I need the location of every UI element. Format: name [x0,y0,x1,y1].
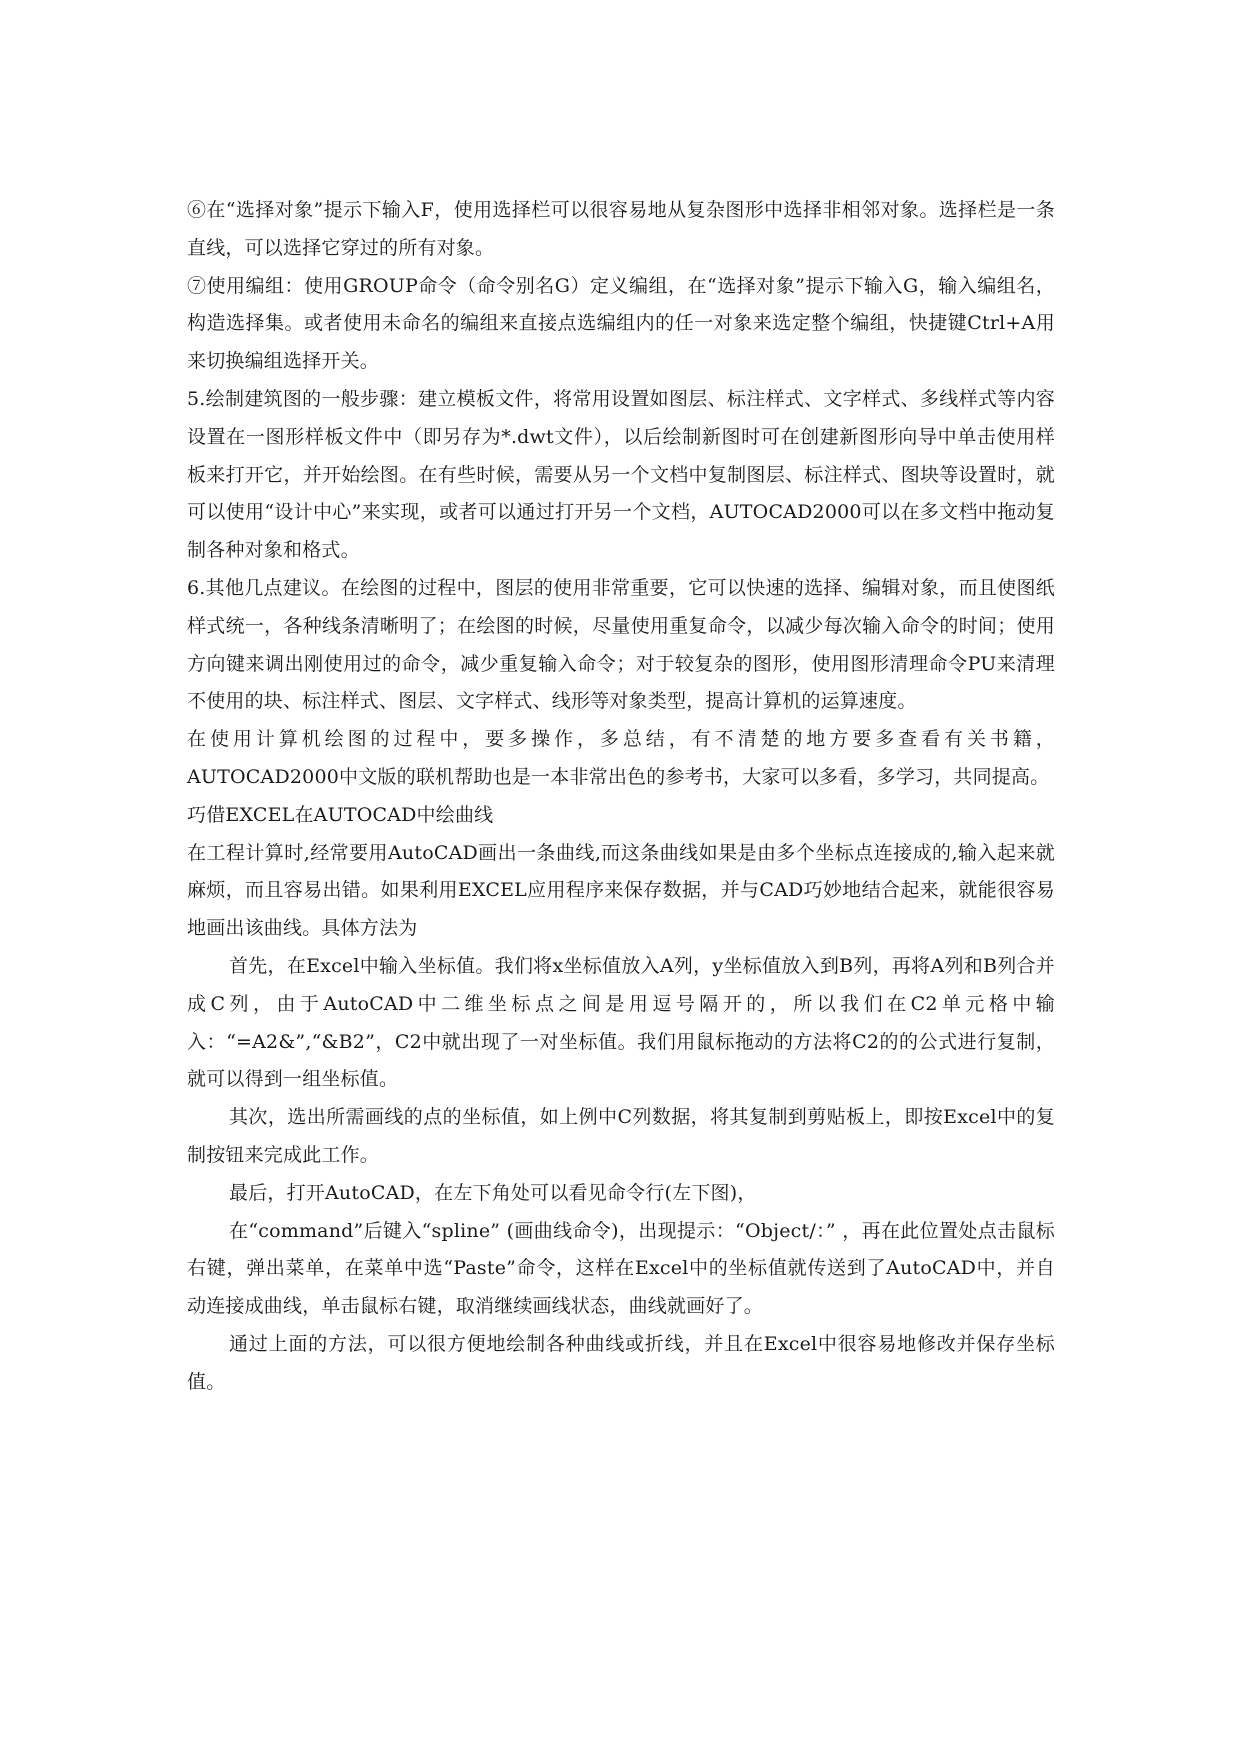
paragraph-step-last: 最后，打开AutoCAD，在左下角处可以看见命令行(左下图)， [229,1181,757,1204]
paragraph-fence-selection: ⑥在“选择对象”提示下输入F，使用选择栏可以很容易地从复杂图形中选择非相邻对象。选择栏是一条直线，可以选择它穿过的所有对象。 [187,199,1055,259]
paragraph-intro: 在工程计算时,经常要用AutoCAD画出一条曲线,而这条曲线如果是由多个坐标点连接成的,输入起来就麻烦，而且容易出错。如果利用EXCEL应用程序来保存数据，并与CAD巧妙地结合起来，就能很容易地画出该曲线。具体方法为 [187,841,1055,940]
paragraph-step-first: 首先，在Excel中输入坐标值。我们将x坐标值放入A列，y坐标值放入到B列，再将A列和B列合并成C列，由于AutoCAD中二维坐标点之间是用逗号隔开的，所以我们在C2单元格中输入：“=A2&”,“&B2”，C2中就出现了一对坐标值。我们用鼠标拖动的方法将C2的的公式进行复制，就可以得到一组坐标值。 [187,954,1055,1091]
paragraph-grouping: ⑦使用编组：使用GROUP命令（命令别名G）定义编组，在“选择对象”提示下输入G，输入编组名，构造选择集。或者使用未命名的编组来直接点选编组内的任一对象来选定整个编组，快捷键Ctrl+A用来切换编组选择开关。 [187,274,1055,373]
paragraph-step-second: 其次，选出所需画线的点的坐标值，如上例中C列数据，将其复制到剪贴板上，即按Excel中的复制按钮来完成此工作。 [187,1106,1055,1166]
paragraph-spline-command: 在“command”后键入“spline” (画曲线命令)，出现提示：“Object/：” ，再在此位置处点击鼠标右键，弹出菜单，在菜单中选“Paste”命令，这样在Excel中的坐标值就传送到了AutoCAD中，并自动连接成曲线，单击鼠标右键，取消继续画线状态，曲线就画好了。 [187,1219,1055,1318]
paragraph-summary: 在使用计算机绘图的过程中，要多操作，多总结，有不清楚的地方要多查看有关书籍，AUTOCAD2000中文版的联机帮助也是一本非常出色的参考书，大家可以多看，多学习，共同提高。 [187,728,1055,788]
paragraph-conclusion: 通过上面的方法，可以很方便地绘制各种曲线或折线，并且在Excel中很容易地修改并保存坐标值。 [187,1332,1055,1393]
paragraph-suggestions: 6.其他几点建议。在绘图的过程中，图层的使用非常重要，它可以快速的选择、编辑对象，而且使图纸样式统一，各种线条清晰明了；在绘图的时候，尽量使用重复命令，以减少每次输入命令的时间；使用方向键来调出刚使用过的命令，减少重复输入命令；对于较复杂的图形，使用图形清理命令PU来清理不使用的块、标注样式、图层、文字样式、线形等对象类型，提高计算机的运算速度。 [187,576,1055,713]
paragraph-drawing-steps: 5.绘制建筑图的一般步骤：建立模板文件，将常用设置如图层、标注样式、文字样式、多线样式等内容设置在一图形样板文件中（即另存为*.dwt文件），以后绘制新图时可在创建新图形向导中单击使用样板来打开它，并开始绘图。在有些时候，需要从另一个文档中复制图层、标注样式、图块等设置时，就可以使用“设计中心”来实现，或者可以通过打开另一个文档，AUTOCAD2000可以在多文档中拖动复制各种对象和格式。 [187,387,1055,562]
section-heading-excel-curves: 巧借EXCEL在AUTOCAD中绘曲线 [187,803,494,826]
document-body [187,192,1055,1402]
